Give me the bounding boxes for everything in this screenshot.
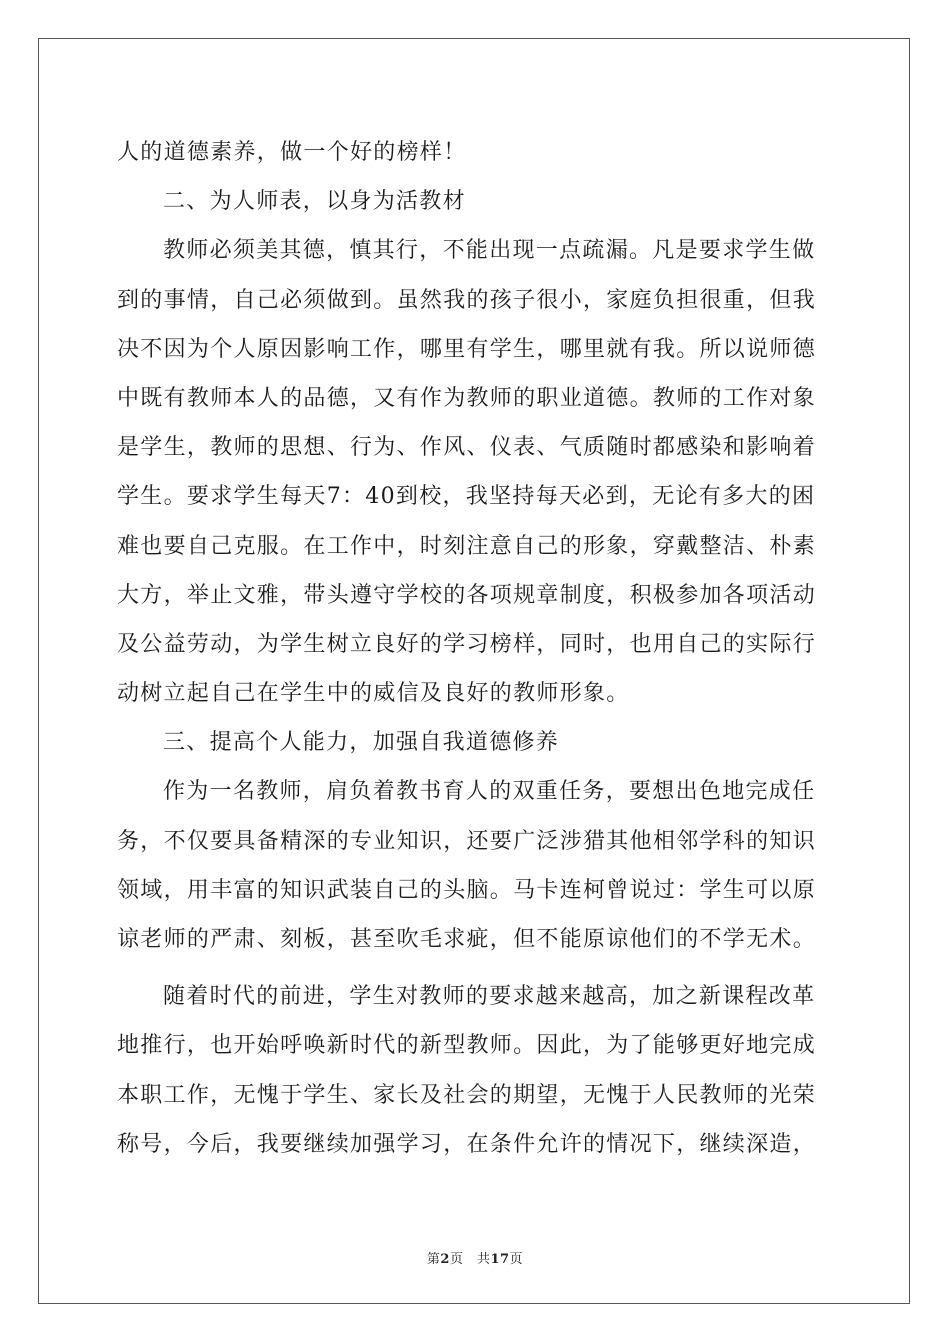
text-line: 到的事情，自己必须做到。虽然我的孩子很小，家庭负担很重，但我 xyxy=(117,287,817,313)
text-line: 随着时代的前进，学生对教师的要求越来越高，加之新课程改革 xyxy=(163,984,816,1010)
section-heading: 三、提高个人能力，加强自我道德修养 xyxy=(163,730,560,756)
text-line: 及公益劳动，为学生树立良好的学习榜样，同时，也用自己的实际行 xyxy=(117,631,817,657)
text-line: 难也要自己克服。在工作中，时刻注意自己的形象，穿戴整洁、朴素 xyxy=(117,533,817,559)
text-line: 决不因为个人原因影响工作，哪里有学生，哪里就有我。所以说师德 xyxy=(117,336,817,362)
text-line: 中既有教师本人的品德，又有作为教师的职业道德。教师的工作对象 xyxy=(117,385,817,411)
section-heading: 二、为人师表，以身为活教材 xyxy=(163,189,466,215)
text-line: 教师必须美其德，慎其行，不能出现一点疏漏。凡是要求学生做 xyxy=(163,238,816,264)
text-line: 称号，今后，我要继续加强学习，在条件允许的情况下，继续深造， xyxy=(117,1131,817,1157)
text-line: 本职工作，无愧于学生、家长及社会的期望，无愧于人民教师的光荣 xyxy=(117,1082,817,1108)
text-line: 大方，举止文雅，带头遵守学校的各项规章制度，积极参加各项活动 xyxy=(117,582,817,608)
footer-suffix: 页 xyxy=(509,1252,524,1267)
text-line: 务，不仅要具备精深的专业知识，还要广泛涉猎其他相邻学科的知识 xyxy=(117,828,817,854)
total-pages: 17 xyxy=(490,1252,510,1267)
text-line: 地推行，也开始呼唤新时代的新型教师。因此，为了能够更好地完成 xyxy=(117,1033,817,1059)
text-line: 领域，用丰富的知识武装自己的头脑。马卡连柯曾说过：学生可以原 xyxy=(117,877,817,903)
text-line: 学生。要求学生每天7：40到校，我坚持每天必到，无论有多大的困 xyxy=(117,484,816,510)
text-line: 人的道德素养，做一个好的榜样！ xyxy=(117,140,467,165)
text-line: 动树立起自己在学生中的威信及良好的教师形象。 xyxy=(117,681,630,707)
document-body xyxy=(117,128,837,1169)
text-line: 作为一名教师，肩负着教书育人的双重任务，要想出色地完成任 xyxy=(163,779,816,805)
footer-prefix: 第 xyxy=(426,1252,441,1267)
page-number: 2 xyxy=(440,1252,450,1267)
page-footer xyxy=(0,1248,950,1267)
text-line: 谅老师的严肃、刻板，甚至吹毛求疵，但不能原谅他们的不学无术。 xyxy=(117,927,817,952)
footer-middle: 页 共 xyxy=(449,1252,491,1267)
text-line: 是学生，教师的思想、行为、作风、仪表、气质随时都感染和影响着 xyxy=(117,435,817,461)
